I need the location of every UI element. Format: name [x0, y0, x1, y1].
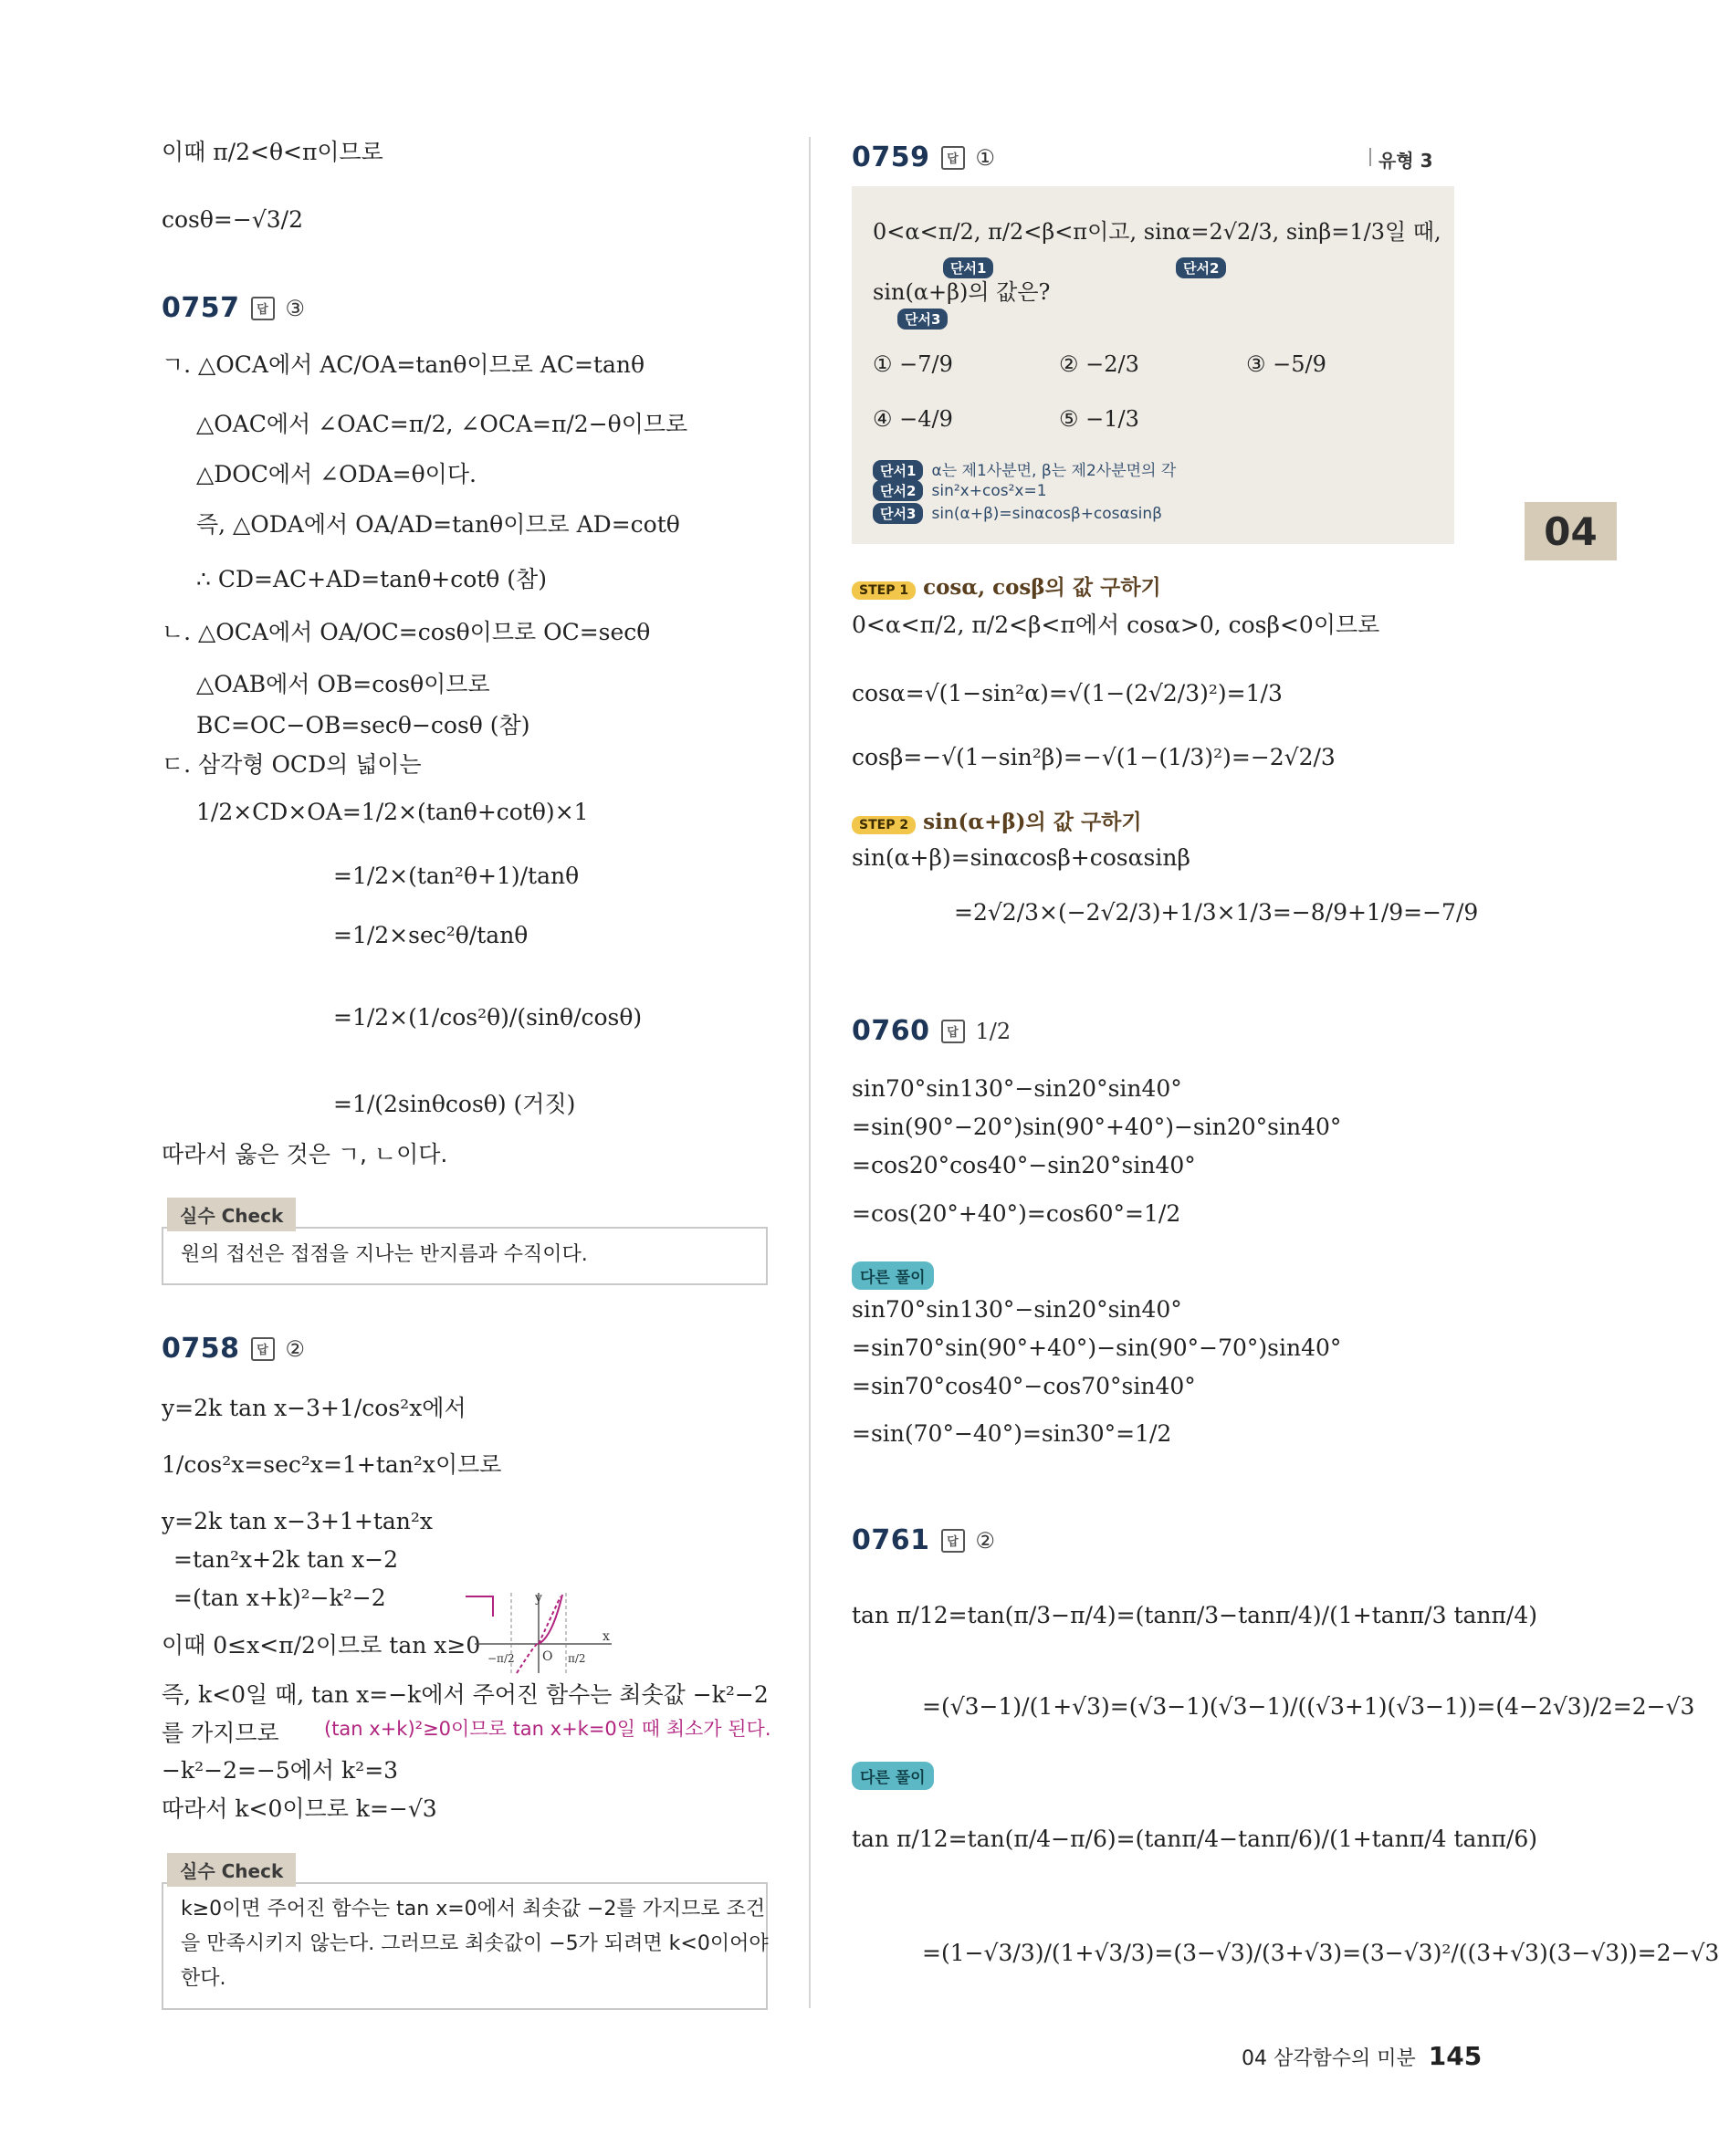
graph-y-label: y: [535, 1591, 542, 1606]
choice-1[interactable]: ① −7/9: [873, 351, 953, 377]
tan-minimum-note: (tan x+k)²≥0이므로 tan x+k=0일 때 최소가 된다.: [324, 1718, 771, 1740]
clue-tag-3: 단서3: [897, 309, 948, 330]
alt-0760-line: =sin70°sin(90°+40°)−sin(90°−70°)sin40°: [852, 1334, 1342, 1361]
answer-value: ③: [285, 295, 306, 321]
choice-5[interactable]: ⑤ −1/3: [1059, 406, 1139, 432]
choice-4[interactable]: ④ −4/9: [873, 406, 953, 432]
problem-number: 0758: [162, 1333, 240, 1365]
sol-0758-line: =(tan x+k)²−k²−2: [173, 1585, 386, 1611]
alt-0761-line: tan π/12=tan(π/4−π/6)=(tanπ/4−tanπ/6)/(1+tanπ/4 tanπ/6): [852, 1826, 1538, 1852]
sol-0758-line: 1/cos²x=sec²x=1+tan²x이므로: [162, 1451, 502, 1478]
sol-0758-line: 를 가지므로: [162, 1720, 279, 1746]
sol-0757-line: 즉, △ODA에서 OA/AD=tanθ이므로 AD=cotθ: [196, 511, 680, 538]
alt-0761-line: =(1−√3/3)/(1+√3/3)=(3−√3)/(3+√3)=(3−√3)²/((3+√3)(3−√3))=2−√3: [922, 1940, 1719, 1966]
sol-0761-line: =(√3−1)/(1+√3)=(√3−1)(√3−1)/((√3+1)(√3−1))=(4−2√3)/2=2−√3: [922, 1693, 1695, 1720]
sol-0757-line: ㄷ. 삼각형 OCD의 넓이는: [162, 751, 422, 778]
sol-0760-line: sin70°sin130°−sin20°sin40°: [852, 1075, 1182, 1102]
sol-0757-line: ㄱ. △OCA에서 AC/OA=tanθ이므로 AC=tanθ: [162, 351, 645, 378]
sol-0757-line: ㄴ. △OCA에서 OA/OC=cosθ이므로 OC=secθ: [162, 619, 651, 645]
sol-0760-line: =sin(90°−20°)sin(90°+40°)−sin20°sin40°: [852, 1114, 1342, 1140]
problem-0761-header: [852, 1524, 995, 1556]
alt-0760-line: =sin70°cos40°−cos70°sin40°: [852, 1373, 1196, 1399]
choice-3[interactable]: ③ −5/9: [1246, 351, 1326, 377]
intro-line-1: 이때 π/2<θ<π이므로: [162, 139, 383, 165]
alt-solution-badge: 다른 풀이: [852, 1261, 934, 1290]
step-2-title: STEP 2 sin(α+β)의 값 구하기: [852, 805, 1142, 835]
chapter-tab: 04: [1525, 502, 1617, 560]
step1-line: cosβ=−√(1−sin²β)=−√(1−(1/3)²)=−2√2/3: [852, 744, 1336, 770]
problem-type-label: 유형 3: [1378, 150, 1433, 172]
page-number: 145: [1428, 2041, 1483, 2071]
clue-tag-1: 단서1: [943, 257, 993, 278]
problem-number: 0760: [852, 1015, 930, 1047]
problem-0759-header: [852, 141, 995, 173]
choice-2[interactable]: ② −2/3: [1059, 351, 1139, 377]
hint-row-2: 단서2 sin²x+cos²x=1: [873, 480, 1047, 501]
step1-line: cosα=√(1−sin²α)=√(1−(2√2/3)²)=1/3: [852, 680, 1283, 706]
answer-icon: 답: [941, 146, 965, 170]
sol-0757-line: =1/2×sec²θ/tanθ: [333, 922, 529, 948]
answer-icon: 답: [251, 1337, 275, 1361]
sol-0757-line: =1/2×(1/cos²θ)/(sinθ/cosθ): [333, 1004, 643, 1031]
sol-0758-line: 즉, k<0일 때, tan x=−k에서 주어진 함수는 최솟값 −k²−2: [162, 1681, 769, 1708]
problem-0757-header: [162, 292, 305, 324]
sol-0758-line: −k²−2=−5에서 k²=3: [162, 1757, 399, 1784]
sol-0757-line: △OAB에서 OB=cosθ이므로: [196, 671, 490, 697]
sol-0758-line: y=2k tan x−3+1/cos²x에서: [162, 1395, 466, 1421]
problem-number: 0759: [852, 141, 930, 173]
problem-0758-header: [162, 1333, 305, 1365]
alt-solution-badge: 다른 풀이: [852, 1762, 934, 1790]
hint-row-3: 단서3 sin(α+β)=sinαcosβ+cosαsinβ: [873, 503, 1162, 524]
answer-value: ②: [285, 1335, 306, 1362]
answer-icon: 답: [941, 1529, 965, 1553]
column-divider: [809, 137, 811, 2008]
hint-text: sin(α+β)=sinαcosβ+cosαsinβ: [931, 505, 1162, 523]
intro-line-2: cosθ=−√3/2: [162, 206, 303, 233]
hint-row-1: 단서1 α는 제1사분면, β는 제2사분면의 각: [873, 457, 1176, 481]
hint-text: sin²x+cos²x=1: [931, 482, 1047, 500]
sol-0760-line: =cos(20°+40°)=cos60°=1/2: [852, 1200, 1181, 1227]
problem-number: 0757: [162, 292, 240, 324]
clue-tag-2: 단서2: [1176, 257, 1226, 278]
sol-0758-line: y=2k tan x−3+1+tan²x: [162, 1508, 433, 1534]
step2-line: =2√2/3×(−2√2/3)+1/3×1/3=−8/9+1/9=−7/9: [954, 899, 1479, 926]
mistake-check-line: 을 만족시키지 않는다. 그러므로 최솟값이 −5가 되려면 k<0이어야: [181, 1932, 769, 1955]
sol-0757-line: 1/2×CD×OA=1/2×(tanθ+cotθ)×1: [196, 799, 589, 825]
step-1-title: STEP 1 cosα, cosβ의 값 구하기: [852, 570, 1161, 601]
sol-0757-line: ∴ CD=AC+AD=tanθ+cotθ (참): [196, 566, 547, 592]
page-footer: [1242, 2041, 1482, 2071]
sol-0760-line: =cos20°cos40°−sin20°sin40°: [852, 1152, 1196, 1178]
answer-icon: 답: [941, 1020, 965, 1043]
step2-line: sin(α+β)=sinαcosβ+cosαsinβ: [852, 844, 1190, 871]
problem-0760-header: [852, 1015, 1011, 1047]
sol-0757-line: △DOC에서 ∠ODA=θ이다.: [196, 461, 477, 487]
alt-0760-line: sin70°sin130°−sin20°sin40°: [852, 1296, 1182, 1323]
graph-origin-label: O: [542, 1649, 553, 1664]
sol-0758-line: 이때 0≤x<π/2이므로 tan x≥0: [162, 1632, 481, 1659]
mistake-check-line: 한다.: [181, 1967, 226, 1990]
mistake-check-label: 실수 Check: [167, 1198, 296, 1231]
tangent-graph: [466, 1584, 621, 1675]
answer-value: 1/2: [975, 1018, 1011, 1044]
sol-0757-line: =1/(2sinθcosθ) (거짓): [333, 1091, 576, 1117]
alt-0760-line: =sin(70°−40°)=sin30°=1/2: [852, 1420, 1172, 1447]
question-line: sin(α+β)의 값은?: [873, 279, 1051, 305]
mistake-check-label: 실수 Check: [167, 1853, 296, 1887]
footer-chapter: 04 삼각함수의 미분: [1242, 2047, 1416, 2070]
answer-value: ①: [975, 144, 996, 171]
sol-0757-line: BC=OC−OB=secθ−cosθ (참): [196, 712, 530, 738]
graph-neg-label: −π/2: [487, 1652, 515, 1665]
step-badge: STEP 2: [852, 816, 916, 834]
type-divider: [1369, 148, 1371, 166]
hint-text: α는 제1사분면, β는 제2사분면의 각: [931, 462, 1177, 480]
problem-number: 0761: [852, 1524, 930, 1556]
sol-0761-line: tan π/12=tan(π/3−π/4)=(tanπ/3−tanπ/4)/(1+tanπ/3 tanπ/4): [852, 1602, 1538, 1628]
question-line: 0<α<π/2, π/2<β<π이고, sinα=2√2/3, sinβ=1/3일 때,: [873, 219, 1441, 245]
sol-0757-line: △OAC에서 ∠OAC=π/2, ∠OCA=π/2−θ이므로: [196, 411, 688, 437]
answer-icon: 답: [251, 297, 275, 320]
sol-0757-line: =1/2×(tan²θ+1)/tanθ: [333, 863, 580, 889]
step1-line: 0<α<π/2, π/2<β<π에서 cosα>0, cosβ<0이므로: [852, 612, 1380, 638]
graph-x-label: x: [603, 1629, 610, 1644]
mistake-check-text: 원의 접선은 접점을 지나는 반지름과 수직이다.: [181, 1243, 588, 1266]
graph-pos-label: π/2: [568, 1652, 586, 1665]
sol-0758-line: 따라서 k<0이므로 k=−√3: [162, 1795, 437, 1822]
sol-0757-conclusion: 따라서 옳은 것은 ㄱ, ㄴ이다.: [162, 1141, 448, 1167]
sol-0758-line: =tan²x+2k tan x−2: [173, 1546, 399, 1573]
answer-value: ②: [975, 1527, 996, 1554]
step-badge: STEP 1: [852, 581, 916, 600]
mistake-check-line: k≥0이면 주어진 함수는 tan x=0에서 최솟값 −2를 가지므로 조건: [181, 1898, 766, 1921]
